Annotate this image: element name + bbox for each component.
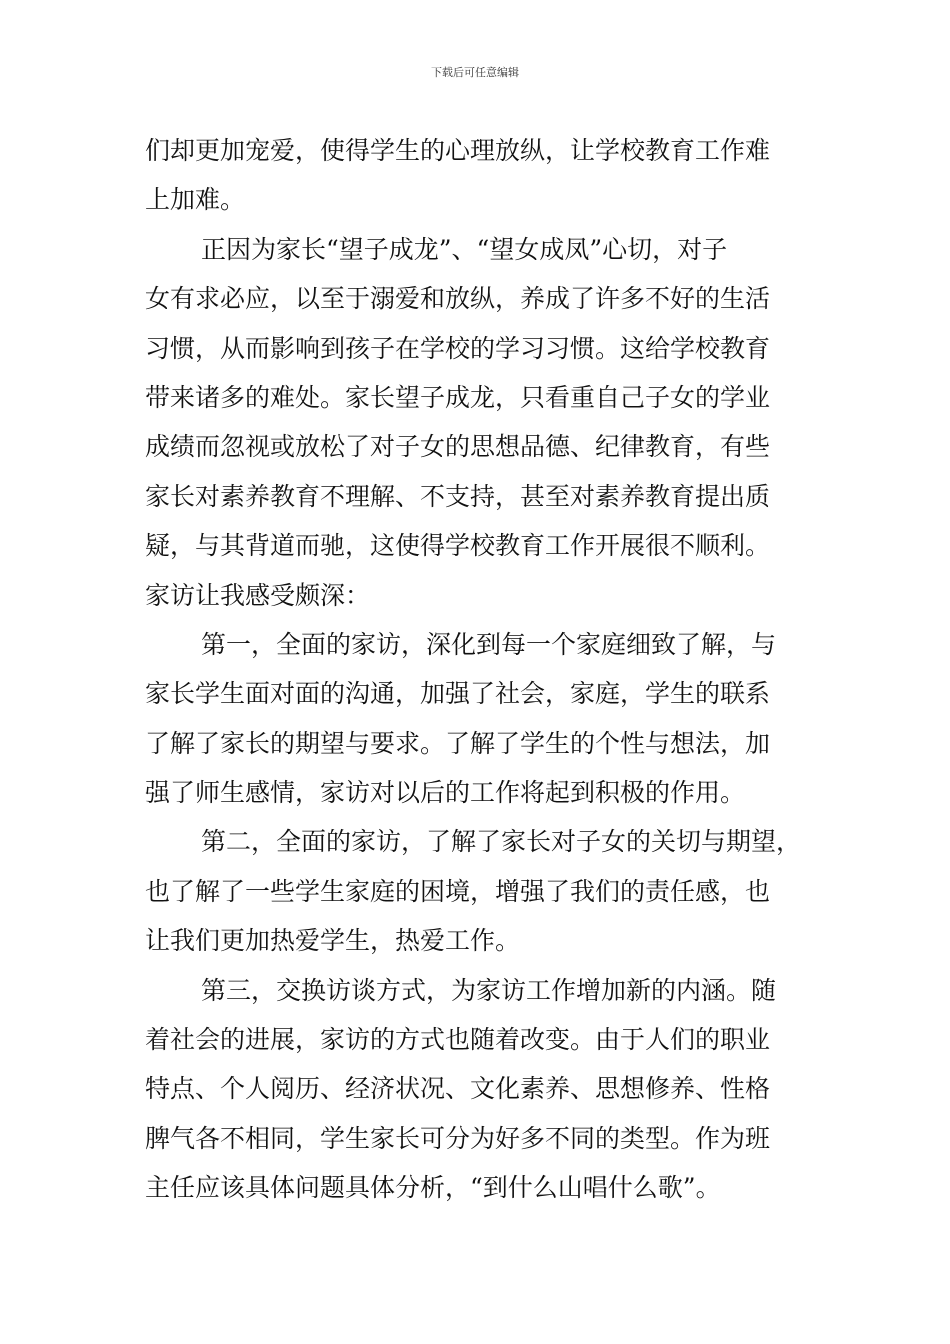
- text-line: 正因为家长“望子成龙”、“望女成凤”心切，对子: [201, 234, 728, 264]
- text-line: 家长学生面对面的沟通，加强了社会，家庭，学生的联系: [145, 679, 771, 709]
- text-line: 特点、个人阅历、经济状况、文化素养、思想修养、性格: [145, 1074, 771, 1104]
- text-line: 带来诸多的难处。家长望子成龙，只看重自己子女的学业: [145, 382, 771, 412]
- page-header: 下载后可任意编辑: [431, 66, 519, 79]
- text-line: 上加难。: [145, 185, 246, 215]
- text-line: 脾气各不相同，学生家长可分为好多不同的类型。作为班: [145, 1123, 771, 1153]
- text-line: 成绩而忽视或放松了对子女的思想品德、纪律教育，有些: [145, 432, 771, 462]
- text-line: 强了师生感情，家访对以后的工作将起到积极的作用。: [145, 778, 746, 808]
- text-line: 女有求必应，以至于溺爱和放纵，养成了许多不好的生活: [145, 284, 771, 314]
- text-line: 疑，与其背道而驰，这使得学校教育工作开展很不顺利。: [145, 531, 771, 561]
- text-line: 也了解了一些学生家庭的困境，增强了我们的责任感，也: [145, 876, 771, 906]
- text-line: 家访让我感受颇深：: [145, 580, 371, 610]
- text-line: 习惯，从而影响到孩子在学校的学习习惯。这给学校教育: [145, 333, 771, 363]
- text-line: 第一，全面的家访，深化到每一个家庭细致了解，与: [201, 629, 777, 659]
- text-line: 着社会的进展，家访的方式也随着改变。由于人们的职业: [145, 1025, 771, 1055]
- text-line: 家长对素养教育不理解、不支持，甚至对素养教育提出质: [145, 481, 771, 511]
- text-line: 了解了家长的期望与要求。了解了学生的个性与想法，加: [145, 728, 771, 758]
- text-line: 让我们更加热爱学生，热爱工作。: [145, 926, 521, 956]
- text-line: 主任应该具体问题具体分析，“到什么山唱什么歌”。: [145, 1173, 721, 1203]
- document-body: [145, 126, 810, 1213]
- text-line: 第二，全面的家访，了解了家长对子女的关切与期望，: [201, 827, 802, 857]
- text-line: 们却更加宠爱，使得学生的心理放纵，让学校教育工作难: [145, 136, 771, 165]
- text-line: 第三，交换访谈方式，为家访工作增加新的内涵。随: [201, 975, 777, 1005]
